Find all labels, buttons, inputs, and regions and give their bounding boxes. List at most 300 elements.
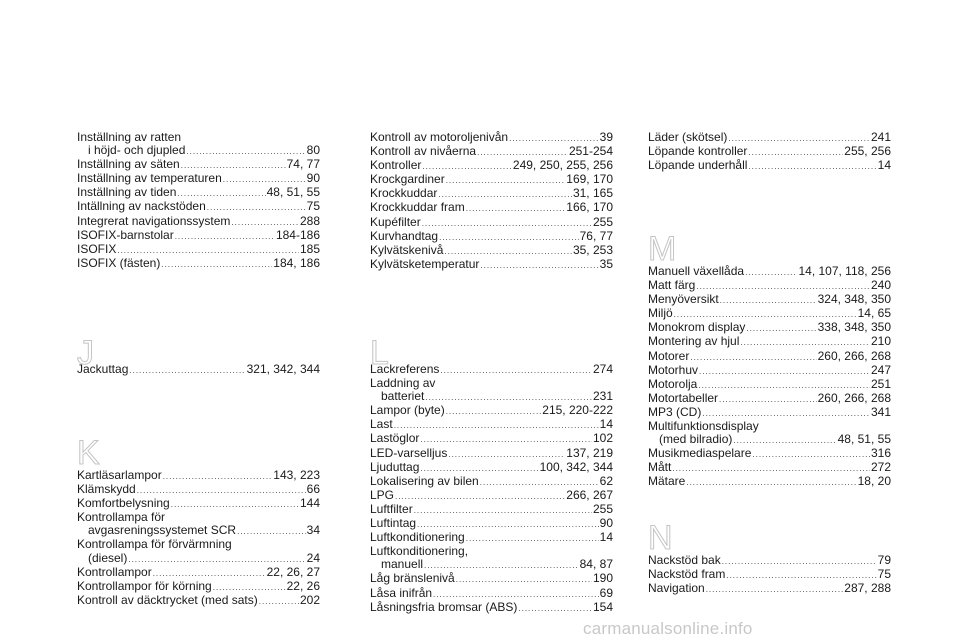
index-entry [370, 545, 613, 572]
dot-leader [740, 335, 870, 349]
index-entry [648, 279, 891, 293]
index-entry-pages: 90 [599, 516, 613, 531]
index-entry-row [77, 363, 320, 377]
index-entry-label: i höjd- och djupled [88, 143, 186, 158]
index-entry-label: Läder (skötsel) [648, 130, 728, 144]
index-entry-row [648, 321, 891, 335]
index-entry-label: Menyöversikt [648, 292, 719, 307]
index-entry-row [77, 229, 320, 243]
index-entry-row [77, 186, 320, 200]
index-entry-label: Komfortbelysning [77, 496, 170, 511]
dot-leader [748, 159, 876, 173]
index-entry-pages: 190 [592, 571, 613, 586]
index-entry [370, 461, 613, 475]
index-entry-label: Motorhuv [648, 362, 699, 377]
dot-leader [177, 186, 265, 200]
dot-leader [231, 215, 299, 229]
index-entry [370, 131, 613, 145]
section-letter-k: K [77, 434, 100, 472]
index-entry-label: Luftintag [370, 516, 417, 531]
index-entry-label: manuell [381, 557, 424, 572]
index-entry-pages: 80 [306, 143, 320, 158]
index-entry [370, 404, 613, 418]
index-entry-row [370, 216, 613, 230]
index-entry-pages: 69 [599, 585, 613, 600]
index-entry-label: Låg bränslenivå [370, 571, 455, 586]
index-entry-row [370, 404, 613, 418]
index-entry-label: Ljuduttag [370, 459, 420, 474]
index-entry-pages: 241 [870, 130, 891, 144]
index-entry-label: Lastöglor [370, 431, 420, 446]
index-entry-label: Krockgardiner [370, 172, 445, 187]
index-entry-row [370, 131, 613, 145]
index-entry-heading: Kontrollampa för förvärmning [77, 537, 232, 552]
dot-leader [719, 392, 817, 406]
index-entry-label: Lackreferens [370, 362, 440, 376]
index-entry [370, 475, 613, 489]
index-entry-label: Integrerat navigationssystem [77, 213, 231, 228]
index-entry-row [77, 483, 320, 497]
index-entry-pages: 215, 220-222 [542, 403, 613, 418]
dot-leader [466, 531, 599, 545]
section-letter-m: M [648, 230, 677, 268]
index-entry-row [370, 432, 613, 446]
index-entry-label: Löpande underhåll [648, 158, 748, 173]
index-entry [370, 173, 613, 187]
index-entry [648, 159, 891, 173]
index-entry-pages: 74, 77 [286, 157, 320, 172]
index-entry-label: LPG [370, 487, 395, 502]
index-entry-row [648, 433, 891, 447]
dot-leader [440, 363, 592, 377]
index-entry-label: ISOFIX (fästen) [77, 255, 161, 270]
index-entry [648, 321, 891, 335]
index-entry-row [370, 244, 613, 258]
dot-leader [186, 144, 305, 158]
dot-leader [466, 201, 566, 215]
dot-leader [696, 279, 870, 293]
index-entry-pages: 84, 87 [579, 557, 613, 572]
index-entry-pages: 274 [592, 362, 613, 376]
index-entry-list [370, 363, 613, 615]
index-entry-row [648, 568, 891, 582]
index-entry-label: Mått [648, 460, 672, 475]
index-entry-row [77, 215, 320, 229]
index-entry [370, 258, 613, 272]
dot-leader [686, 475, 856, 489]
section-letter-l: L [370, 334, 389, 372]
index-entry-row [370, 475, 613, 489]
index-entry-pages: 48, 51, 55 [266, 185, 320, 200]
index-entry [648, 335, 891, 349]
index-entry-row [77, 594, 320, 608]
index-entry-row [77, 566, 320, 580]
index-entry [370, 587, 613, 601]
index-entry-pages: 266, 267 [566, 487, 613, 502]
dot-leader [702, 406, 870, 420]
index-entry-label: Manuell växellåda [648, 264, 745, 278]
index-entry-list [77, 131, 320, 271]
dot-leader [698, 378, 870, 392]
dot-leader [448, 447, 565, 461]
index-entry-pages: 324, 348, 350 [817, 292, 891, 307]
index-entry [370, 230, 613, 244]
index-entry-label: Kartläsarlampor [77, 468, 162, 482]
index-entry-row [77, 200, 320, 214]
index-entry-pages: 14 [599, 530, 613, 545]
index-entry-pages: 240 [870, 278, 891, 293]
index-entry-heading: Multifunktionsdisplay [648, 419, 759, 434]
index-entry-pages: 184-186 [275, 227, 320, 242]
index-entry [77, 483, 320, 497]
dot-leader [424, 558, 579, 572]
dot-leader [395, 489, 565, 503]
index-entry-pages: 48, 51, 55 [837, 432, 891, 447]
index-entry-pages: 75 [877, 567, 891, 582]
index-entry [648, 265, 891, 279]
index-entry-label: Motortabeller [648, 390, 719, 405]
index-entry-label: Krockkuddar fram [370, 200, 465, 215]
index-entry [370, 517, 613, 531]
index-entry [77, 229, 320, 243]
index-entry-label: batteriet [381, 389, 425, 404]
index-entry-label: Jackuttag [77, 362, 129, 376]
dot-leader [726, 568, 876, 582]
index-entry-heading: Kontrollampa för [77, 510, 166, 525]
index-entry [648, 554, 891, 568]
index-entry-label: Klämskydd [77, 482, 136, 497]
index-entry [648, 131, 891, 145]
dot-leader [480, 475, 599, 489]
index-entry [77, 566, 320, 580]
index-entry-row [370, 558, 613, 572]
section-letter-j: J [77, 334, 94, 372]
index-entry-pages: 14, 107, 118, 256 [798, 264, 891, 278]
index-entry [77, 215, 320, 229]
index-entry-row [648, 582, 891, 596]
index-entry-heading: Luftkonditionering, [370, 544, 469, 559]
index-entry [77, 172, 320, 186]
index-entry-pages: 102 [592, 431, 613, 446]
dot-leader [213, 580, 286, 594]
index-entry-pages: 255 [592, 501, 613, 516]
index-entry-label: Kontroll av däcktrycket (med sats) [77, 592, 258, 607]
index-entry-row [648, 335, 891, 349]
index-entry [77, 243, 320, 257]
index-entry-pages: 14 [877, 158, 891, 173]
index-entry [77, 511, 320, 538]
index-entry-label: Navigation [648, 581, 705, 596]
index-entry [370, 489, 613, 503]
index-entry-row [648, 364, 891, 378]
index-entry-label: Kylvätsketemperatur [370, 256, 480, 271]
index-entry-label: Kontrollampor för körning [77, 578, 212, 593]
index-entry-label: Kontrollampor [77, 564, 152, 579]
index-entry-label: Last [370, 417, 393, 432]
index-entry-row [77, 257, 320, 271]
dot-leader [414, 503, 592, 517]
index-entry-label: Miljö [648, 306, 673, 321]
dot-leader [171, 497, 299, 511]
index-entry [648, 406, 891, 420]
dot-leader [422, 216, 592, 230]
dot-leader [153, 566, 266, 580]
dot-leader [163, 469, 273, 483]
index-entry-row [648, 265, 891, 279]
index-entry-row [370, 601, 613, 615]
index-entry-pages: 22, 26 [286, 578, 320, 593]
index-entry-row [370, 517, 613, 531]
index-entry-pages: 24 [306, 550, 320, 565]
index-entry-row [648, 159, 891, 173]
index-entry-label: Luftfilter [370, 501, 413, 516]
index-entry-row [648, 461, 891, 475]
index-entry-pages: 210 [870, 334, 891, 349]
index-entry-pages: 202 [299, 592, 320, 607]
index-entry-row [648, 145, 891, 159]
index-entry-row [77, 580, 320, 594]
index-entry [370, 601, 613, 615]
index-entry-pages: 169, 170 [566, 172, 613, 187]
dot-leader [439, 230, 579, 244]
index-entry-label: Inställning av tiden [77, 185, 177, 200]
index-entry [77, 257, 320, 271]
index-entry-row [648, 447, 891, 461]
index-entry [648, 350, 891, 364]
index-entry-row [648, 131, 891, 145]
dot-leader [420, 461, 538, 475]
dot-leader [425, 390, 592, 404]
index-entry-pages: 154 [592, 599, 613, 614]
index-entry-pages: 185 [299, 241, 320, 256]
index-entry-pages: 90 [306, 171, 320, 186]
index-entry-row [77, 552, 320, 566]
dot-leader [672, 461, 870, 475]
dot-leader [128, 552, 305, 566]
dot-leader [674, 307, 857, 321]
index-entry-row [370, 258, 613, 272]
index-entry-row [370, 572, 613, 586]
index-entry-row [77, 172, 320, 186]
index-entry [77, 469, 320, 483]
index-entry-label: Intällning av nackstöden [77, 199, 206, 214]
index-entry-list [648, 131, 891, 173]
index-entry-pages: 251 [870, 376, 891, 391]
index-entry-label: MP3 (CD) [648, 404, 702, 419]
index-entry-row [370, 587, 613, 601]
index-entry [370, 201, 613, 215]
index-entry-row [648, 475, 891, 489]
dot-leader [137, 483, 306, 497]
index-entry-pages: 255, 256 [844, 144, 891, 159]
index-entry [370, 503, 613, 517]
index-entry-pages: 231 [592, 389, 613, 404]
index-entry [648, 420, 891, 447]
index-entry [77, 200, 320, 214]
index-entry [648, 378, 891, 392]
index-entry-label: Lampor (byte) [370, 403, 445, 418]
dot-leader [223, 172, 306, 186]
index-entry-label: Motorer [648, 348, 690, 363]
dot-leader [728, 131, 870, 145]
dot-leader [420, 432, 592, 446]
index-entry-pages: 288 [299, 213, 320, 228]
index-entry [77, 538, 320, 565]
dot-leader [175, 229, 275, 243]
index-entry-pages: 338, 348, 350 [817, 320, 891, 335]
index-entry [370, 447, 613, 461]
index-entry-label: Musikmediaspelare [648, 446, 752, 461]
index-entry-label: Nackstöd bak [648, 553, 721, 567]
index-entry-row [370, 159, 613, 173]
index-entry-row [648, 392, 891, 406]
index-entry [648, 475, 891, 489]
index-entry-pages: 272 [870, 460, 891, 475]
index-entry [648, 461, 891, 475]
index-entry-label: Nackstöd fram [648, 567, 726, 582]
index-entry-pages: 137, 219 [566, 445, 613, 460]
index-entry-row [648, 406, 891, 420]
dot-leader [518, 601, 592, 615]
index-entry-row [370, 145, 613, 159]
index-entry [77, 594, 320, 608]
index-entry [370, 363, 613, 377]
index-entry-label: Kupéfilter [370, 214, 421, 229]
index-entry-row [648, 378, 891, 392]
dot-leader [417, 517, 599, 531]
dot-leader [259, 594, 299, 608]
index-entry-pages: 100, 342, 344 [539, 459, 613, 474]
index-entry-label: Inställning av temperaturen [77, 171, 222, 186]
index-entry-pages: 249, 250, 255, 256 [512, 158, 613, 173]
index-entry [77, 186, 320, 200]
index-entry [77, 497, 320, 511]
dot-leader [690, 350, 816, 364]
dot-leader [237, 524, 306, 538]
index-entry-pages: 184, 186 [273, 255, 320, 270]
index-entry-row [370, 363, 613, 377]
index-entry-heading: Inställning av ratten [77, 130, 182, 144]
index-entry [370, 572, 613, 586]
index-entry-row [77, 469, 320, 483]
index-entry [370, 187, 613, 201]
dot-leader [181, 158, 286, 172]
index-entry-row [370, 531, 613, 545]
index-entry-row [370, 201, 613, 215]
dot-leader [446, 173, 566, 187]
index-entry-label: Kontroller [370, 158, 422, 173]
index-entry-row [370, 447, 613, 461]
index-entry-row [648, 279, 891, 293]
dot-leader [748, 145, 843, 159]
index-entry [648, 293, 891, 307]
index-entry [648, 145, 891, 159]
index-entry-label: ISOFIX [77, 241, 117, 256]
dot-leader [733, 433, 836, 447]
index-entry-list [77, 469, 320, 608]
index-entry-pages: 341 [870, 404, 891, 419]
index-entry-pages: 255 [592, 214, 613, 229]
dot-leader [456, 572, 592, 586]
index-entry-pages: 316 [870, 446, 891, 461]
dot-leader [509, 131, 599, 145]
dot-leader [161, 257, 272, 271]
index-entry [648, 568, 891, 582]
index-entry [370, 145, 613, 159]
index-entry-pages: 143, 223 [273, 468, 320, 482]
index-entry-pages: 39 [599, 130, 613, 144]
index-entry-row [370, 418, 613, 432]
index-entry-pages: 166, 170 [566, 200, 613, 215]
index-entry-pages: 66 [306, 482, 320, 497]
index-entry-list [648, 265, 891, 490]
index-entry-pages: 14, 65 [857, 306, 891, 321]
dot-leader [746, 321, 816, 335]
index-entry-label: Löpande kontroller [648, 144, 748, 159]
index-entry-list [77, 363, 320, 377]
index-entry-label: ISOFIX-barnstolar [77, 227, 174, 242]
index-entry [648, 582, 891, 596]
index-entry-row [77, 158, 320, 172]
index-entry-row [648, 554, 891, 568]
index-entry-row [370, 390, 613, 404]
index-entry-label: Motorolja [648, 376, 698, 391]
index-entry [648, 364, 891, 378]
dot-leader [745, 265, 797, 279]
dot-leader [433, 587, 599, 601]
index-entry-pages: 35, 253 [572, 242, 613, 257]
dot-leader [117, 243, 299, 257]
index-entry-pages: 14 [599, 417, 613, 432]
index-entry-label: Matt färg [648, 278, 696, 293]
index-entry-row [77, 497, 320, 511]
dot-leader [720, 293, 817, 307]
index-entry-label: Kylvätskenivå [370, 242, 444, 257]
index-entry-row [370, 489, 613, 503]
index-entry-row [648, 307, 891, 321]
index-entry-pages: 260, 266, 268 [817, 348, 891, 363]
index-entry-pages: 79 [877, 553, 891, 567]
index-entry-row [77, 144, 320, 158]
index-entry [370, 418, 613, 432]
index-entry [370, 244, 613, 258]
index-entry-pages: 62 [599, 473, 613, 488]
index-entry-label: (med bilradio) [659, 432, 733, 447]
index-entry-row [77, 524, 320, 538]
index-entry-label: Lokalisering av bilen [370, 473, 479, 488]
index-entry-pages: 18, 20 [857, 474, 891, 489]
index-entry-label: Krockkuddar [370, 186, 438, 201]
section-letter-n: N [648, 519, 673, 557]
dot-leader [422, 159, 512, 173]
index-entry-label: Låsningsfria bromsar (ABS) [370, 599, 518, 614]
index-entry-pages: 31, 165 [572, 186, 613, 201]
index-entry-list [648, 554, 891, 596]
dot-leader [394, 418, 599, 432]
index-entry [370, 159, 613, 173]
index-entry-pages: 34 [306, 523, 320, 538]
index-entry-pages: 260, 266, 268 [817, 390, 891, 405]
index-entry [648, 307, 891, 321]
index-entry [77, 363, 320, 377]
watermark-text: carmanualsonline.info [583, 619, 753, 638]
index-entry-pages: 75 [306, 199, 320, 214]
index-entry-label: Monokrom display [648, 320, 746, 335]
index-entry-list [370, 131, 613, 272]
dot-leader [444, 244, 572, 258]
index-entry-pages: 321, 342, 344 [246, 362, 320, 376]
dot-leader [438, 187, 572, 201]
